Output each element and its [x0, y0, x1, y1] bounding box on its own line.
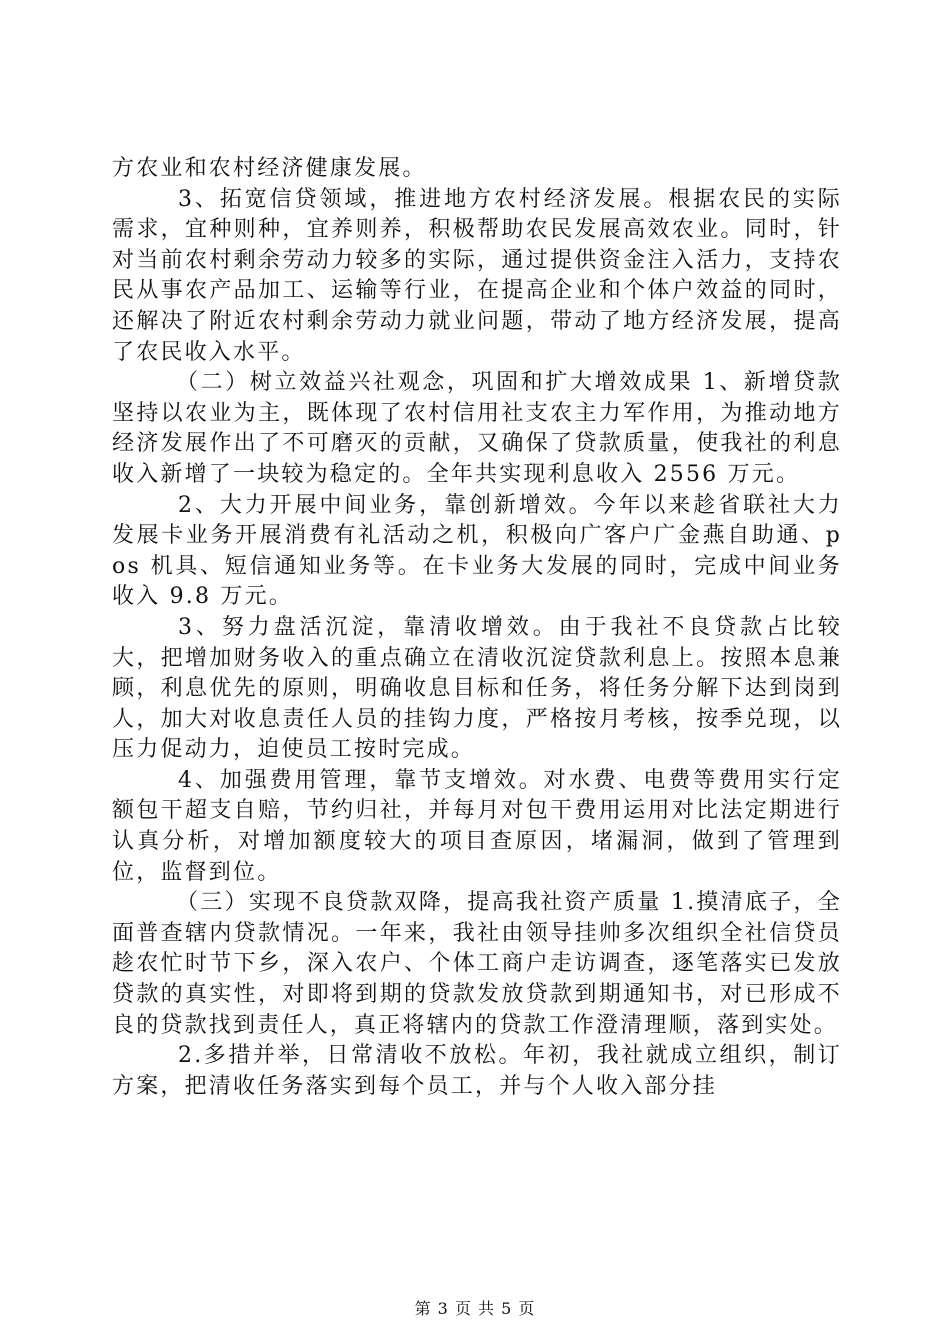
page-number-footer: 第 3 页 共 5 页 [414, 1299, 536, 1318]
paragraph-item-2: 2、大力开展中间业务，靠创新增效。今年以来趁省联社大力发展卡业务开展消费有礼活动之机，积极向广客户广金燕自助通、pos 机具、短信通知业务等。在卡业务大发展的同时，完成中间业务收入 9.8 万元。 [112, 492, 842, 610]
paragraph-item-2b: 2.多措并举，日常清收不放松。年初，我社就成立组织，制订方案，把清收任务落实到每个员工，并与个人收入部分挂 [112, 1043, 842, 1099]
paragraph-section-2: （二）树立效益兴社观念，巩固和扩大增效成果 1、新增贷款坚持以农业为主，既体现了农村信用社支农主力军作用，为推动地方经济发展作出了不可磨灭的贡献，又确保了贷款质量，使我社的利息收入新增了一块较为稳定的。全年共实现利息收入 2556 万元。 [112, 370, 842, 487]
paragraph-item-3b: 3、努力盘活沉淀，靠清收增效。由于我社不良贷款占比较大，把增加财务收入的重点确立在清收沉淀贷款利息上。按照本息兼顾，利息优先的原则，明确收息目标和任务，将任务分解下达到岗到人，加大对收息责任人员的挂钩力度，严格按月考核，按季兑现，以压力促动力，迫使员工按时完成。 [112, 614, 842, 763]
paragraph-continuation: 方农业和农村经济健康发展。 [112, 156, 427, 181]
paragraph-item-4: 4、加强费用管理，靠节支增效。对水费、电费等费用实行定额包干超支自赔，节约归社，并每月对包干费用运用对比法定期进行认真分析，对增加额度较大的项目查原因，堵漏洞，做到了管理到位，监督到位。 [112, 767, 842, 885]
document-body [112, 154, 842, 1102]
paragraph-section-3: （三）实现不良贷款双降，提高我社资产质量 1.摸清底子，全面普查辖内贷款情况。一年来，我社由领导挂帅多次组织全社信贷员趁农忙时节下乡，深入农户、个体工商户走访调查，逐笔落实已发放贷款的真实性，对即将到期的贷款发放贷款到期通知书，对已形成不良的贷款找到责任人，真正将辖内的贷款工作澄清理顺，落到实处。 [112, 890, 842, 1038]
paragraph-item-3: 3、拓宽信贷领域，推进地方农村经济发展。根据农民的实际需求，宜种则种，宜养则养，积极帮助农民发展高效农业。同时，针对当前农村剩余劳动力较多的实际，通过提供资金注入活力，支持农民从事农产品加工、运输等行业，在提高企业和个体户效益的同时，还解决了附近农村剩余劳动力就业问题，带动了地方经济发展，提高了农民收入水平。 [112, 186, 842, 365]
